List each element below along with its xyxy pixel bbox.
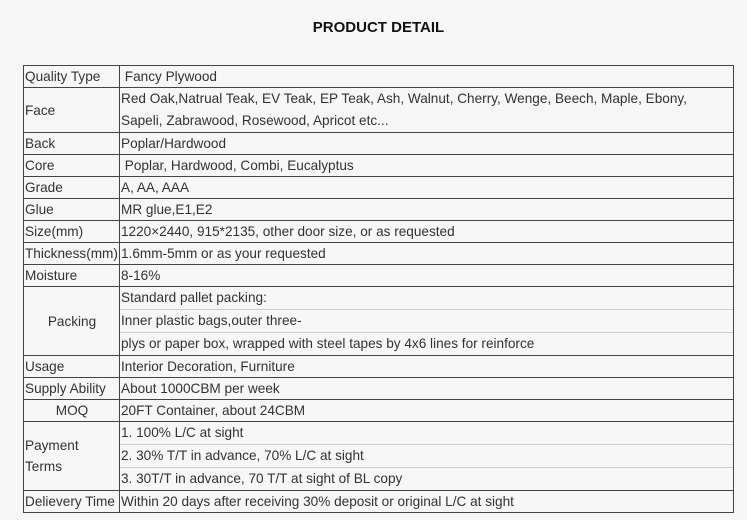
- row-label-supply-ability: Supply Ability: [24, 378, 120, 400]
- payment-label-line-1: Payment: [25, 438, 79, 453]
- row-value-usage: Interior Decoration, Furniture: [120, 356, 734, 378]
- row-label-glue: Glue: [24, 199, 120, 221]
- page-title: PRODUCT DETAIL: [312, 19, 445, 36]
- row-value-core: Poplar, Hardwood, Combi, Eucalyptus: [120, 155, 734, 177]
- payment-line-3: 3. 30T/T in advance, 70 T/T at sight of BL copy: [120, 467, 733, 490]
- table-row: [24, 287, 734, 356]
- row-label-quality-type: Quality Type: [24, 66, 120, 88]
- row-label-delivery-time: Delievery Time: [24, 491, 120, 513]
- table-row: [24, 221, 734, 243]
- row-label-back: Back: [24, 133, 120, 155]
- payment-line-1: 1. 100% L/C at sight: [121, 425, 244, 440]
- table-row: [24, 356, 734, 378]
- table-row: [24, 88, 734, 133]
- row-value-quality-type: Fancy Plywood: [120, 66, 734, 88]
- table-row: [24, 199, 734, 221]
- payment-label-line-2: Terms: [25, 459, 63, 474]
- table-row: [24, 155, 734, 177]
- row-value-payment-terms: [120, 422, 734, 491]
- row-label-size: Size(mm): [24, 221, 120, 243]
- table-row: [24, 177, 734, 199]
- table-row: [24, 422, 734, 491]
- row-value-moq: 20FT Container, about 24CBM: [120, 400, 734, 422]
- row-value-supply-ability: About 1000CBM per week: [120, 378, 734, 400]
- row-value-face: [120, 88, 734, 133]
- row-label-face: Face: [24, 88, 120, 133]
- row-value-packing: [120, 287, 734, 356]
- payment-line-2: 2. 30% T/T in advance, 70% L/C at sight: [120, 444, 733, 467]
- table-row: [24, 66, 734, 88]
- packing-line-1: Standard pallet packing:: [121, 290, 267, 305]
- table-row: [24, 133, 734, 155]
- face-line-2: Sapeli, Zabrawood, Rosewood, Apricot etc...: [121, 113, 389, 128]
- row-value-glue: MR glue,E1,E2: [120, 199, 734, 221]
- product-detail-table: [23, 65, 734, 513]
- row-label-thickness: Thickness(mm): [24, 243, 120, 265]
- face-line-1: Red Oak,Natrual Teak, EV Teak, EP Teak, Ash, Walnut, Cherry, Wenge, Beech, Maple, Ebony,: [121, 91, 687, 106]
- table-row: [24, 491, 734, 513]
- row-label-usage: Usage: [24, 356, 120, 378]
- row-label-core: Core: [24, 155, 120, 177]
- row-value-back: Poplar/Hardwood: [120, 133, 734, 155]
- row-value-thickness: 1.6mm-5mm or as your requested: [120, 243, 734, 265]
- row-label-grade: Grade: [24, 177, 120, 199]
- table-row: [24, 265, 734, 287]
- row-label-moisture: Moisture: [24, 265, 120, 287]
- row-label-packing: Packing: [24, 287, 120, 356]
- row-value-moisture: 8-16%: [120, 265, 734, 287]
- packing-line-2: Inner plastic bags,outer three-: [120, 309, 733, 332]
- row-label-moq: MOQ: [24, 400, 120, 422]
- table-row: [24, 400, 734, 422]
- row-value-grade: A, AA, AAA: [120, 177, 734, 199]
- row-value-size: 1220×2440, 915*2135, other door size, or as requested: [120, 221, 734, 243]
- table-row: [24, 378, 734, 400]
- row-value-delivery-time: Within 20 days after receiving 30% deposit or original L/C at sight: [120, 491, 734, 513]
- table-row: [24, 243, 734, 265]
- packing-line-3: plys or paper box, wrapped with steel tapes by 4x6 lines for reinforce: [120, 332, 733, 355]
- row-label-payment-terms: [24, 422, 120, 491]
